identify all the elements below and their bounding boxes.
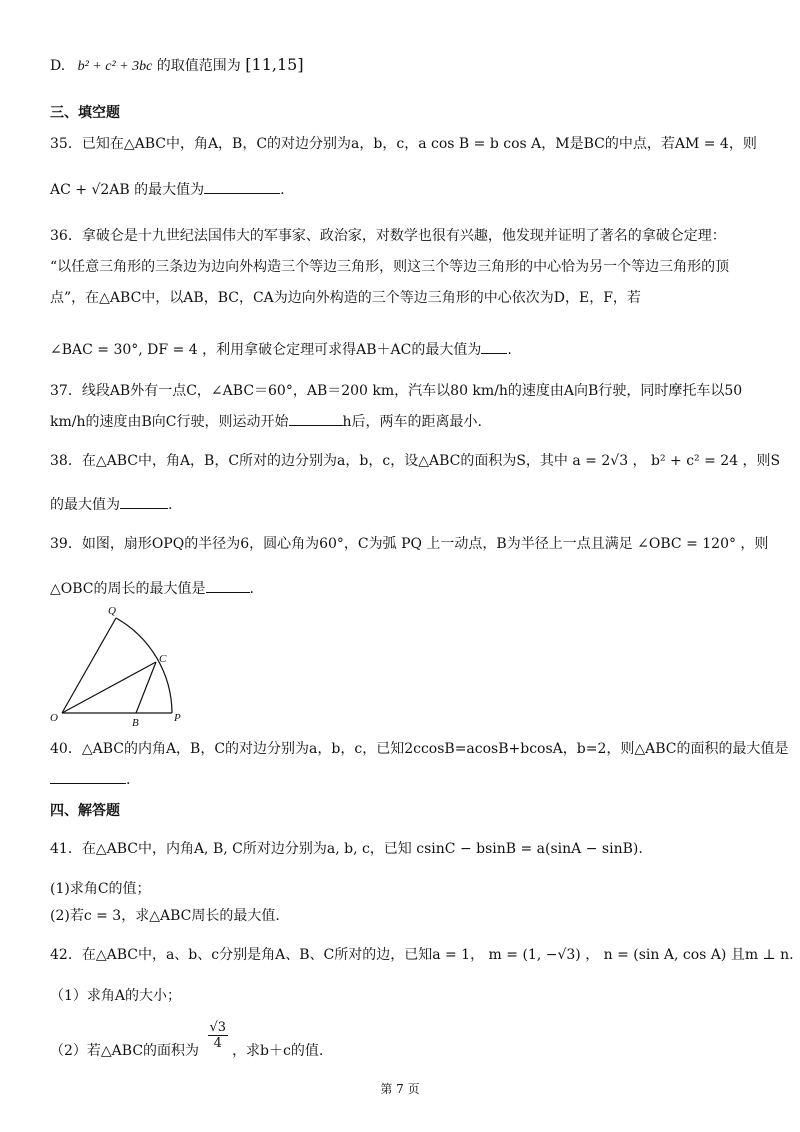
option-d-expression: b² + c² + 3bc	[77, 59, 153, 74]
q36-line4	[50, 339, 512, 359]
q41-part1: (1)求角C的值；	[50, 881, 151, 897]
q39-period: .	[249, 581, 254, 597]
option-d-text: 的取值范围为	[152, 58, 246, 74]
q39-line1: 39．如图，扇形OPQ的半径为6，圆心角为60°，C为弧 PQ 上一动点，B为半径上一点且满足 ∠OBC = 120° ，则	[50, 536, 769, 552]
q42-part2-text-end: ，求b＋c的值.	[232, 1043, 324, 1059]
section-fill-in-blank: 三、填空题	[50, 105, 120, 121]
q41-part2: (2)若c = 3，求△ABC周长的最大值.	[50, 908, 280, 924]
label-c: C	[159, 653, 167, 665]
answer-blank[interactable]	[204, 181, 280, 194]
q42-part2	[50, 1020, 323, 1060]
q36-line3: 点”，在△ABC中，以AB，BC，CA为边向外构造的三个等边三角形的中心依次为D，E，F，若	[50, 290, 641, 306]
q38-line1: 38．在△ABC中，角A，B，C所对的边分别为a，b，c，设△ABC的面积为S，其中 a = 2√3 ， b² + c² = 24 ，则S	[50, 453, 781, 469]
arc-pq	[116, 618, 172, 713]
answer-blank[interactable]	[120, 496, 168, 509]
segment-bc	[136, 662, 156, 713]
answer-blank[interactable]	[289, 413, 343, 426]
q39-text: △OBC的周长的最大值是	[50, 581, 206, 597]
q40-line1: 40．△ABC的内角A，B，C的对边分别为a，b，c，已知2ccosB=acosB+bcosA，b=2，则△ABC的面积的最大值是	[50, 741, 789, 757]
answer-blank[interactable]	[50, 771, 126, 784]
option-d	[50, 55, 304, 75]
label-o: O	[50, 712, 58, 724]
q36-line1: 36．拿破仑是十九世纪法国伟大的军事家、政治家，对数学也很有兴趣，他发现并证明了著名的拿破仑定理：	[50, 228, 726, 244]
q38-period: .	[168, 497, 173, 513]
q37-line1: 37．线段AB外有一点C，∠ABC＝60°，AB＝200 km，汽车以80 km/h的速度由A向B行驶，同时摩托车以50	[50, 383, 743, 399]
q42-part2-text: （2）若△ABC的面积为	[50, 1043, 200, 1059]
q42-part1: （1）求角A的大小；	[50, 988, 182, 1004]
q35-line2	[50, 179, 285, 199]
q35-period: .	[280, 182, 285, 198]
q38-line2	[50, 494, 172, 514]
label-p: P	[174, 712, 181, 724]
q36-text: ∠BAC = 30°, DF = 4 ，利用拿破仑定理可求得AB＋AC的最大值为	[50, 342, 482, 358]
q37-text: km/h的速度由B向C行驶，则运动开始	[50, 414, 289, 430]
q41-line1: 41．在△ABC中，内角A, B, C所对边分别为a, b, c，已知 csinC − bsinB = a(sinA − sinB).	[50, 841, 643, 857]
q39-line2	[50, 578, 254, 598]
area-fraction	[208, 1020, 229, 1051]
label-q: Q	[108, 605, 116, 617]
label-b: B	[132, 717, 139, 729]
q40-period: .	[126, 772, 131, 788]
option-d-range: [11,15]	[245, 55, 304, 74]
q35-text: AC + √2AB 的最大值为	[50, 182, 205, 198]
q35-line1: 35．已知在△ABC中，角A，B，C的对边分别为a，b，c，a cos B = b cos A，M是BC的中点，若AM = 4，则	[50, 136, 757, 152]
q40-line2	[50, 771, 130, 788]
answer-blank[interactable]	[481, 341, 507, 354]
sector-figure	[44, 600, 194, 730]
option-d-label: D.	[50, 58, 66, 74]
page-number: 第 7 页	[380, 1082, 420, 1096]
q42-line1: 42．在△ABC中，a、b、c分别是角A、B、C所对的边，已知a = 1， m = (1, −√3) ， n = (sin A, cos A) 且m ⊥ n.	[50, 947, 794, 963]
fraction-denominator: 4	[213, 1036, 222, 1051]
fraction-numerator: √3	[209, 1020, 227, 1035]
q36-period: .	[507, 342, 512, 358]
q38-text: 的最大值为	[50, 497, 120, 513]
answer-blank[interactable]	[206, 580, 250, 593]
q37-text-end: h后，两车的距离最小.	[342, 414, 482, 430]
q37-line2	[50, 411, 482, 431]
section-solutions: 四、解答题	[50, 803, 120, 819]
q36-line2: “以任意三角形的三条边为边向外构造三个等边三角形，则这三个等边三角形的中心恰为另一个等边三角形的顶	[50, 259, 730, 275]
